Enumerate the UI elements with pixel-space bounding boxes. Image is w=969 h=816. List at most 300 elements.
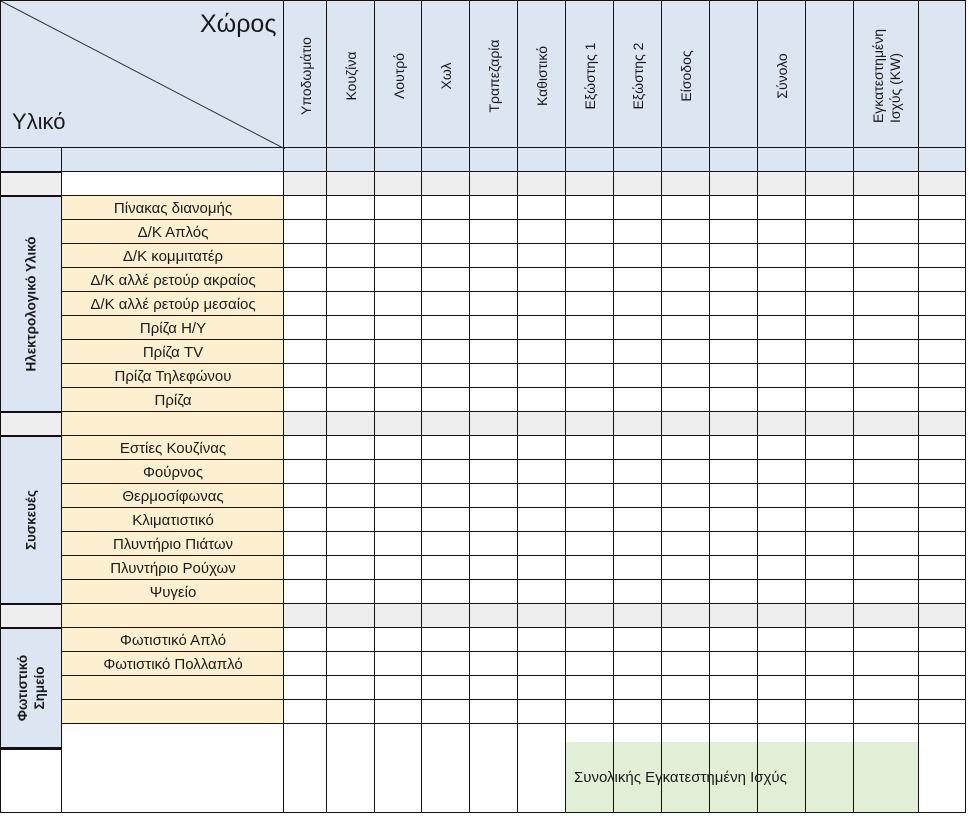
grid-cell xyxy=(327,220,375,244)
grid-cell xyxy=(327,628,375,652)
grid-cell xyxy=(327,292,375,316)
grid-cell xyxy=(919,700,966,724)
grid-cell xyxy=(806,196,854,220)
grid-cell xyxy=(710,244,758,268)
grid-cell xyxy=(470,436,518,460)
grid-cell xyxy=(518,172,566,196)
grid-cell xyxy=(806,220,854,244)
grid-cell xyxy=(422,148,470,172)
grid-cell xyxy=(806,364,854,388)
column-header: Καθιστικό xyxy=(534,45,550,107)
category-cell xyxy=(0,412,62,436)
grid-cell xyxy=(919,676,966,700)
grid-cell xyxy=(375,388,422,412)
grid-cell xyxy=(662,388,710,412)
grid-cell xyxy=(854,244,919,268)
grid-cell xyxy=(518,532,566,556)
grid-cell xyxy=(375,460,422,484)
grid-cell xyxy=(518,364,566,388)
grid-cell xyxy=(375,316,422,340)
grid-cell xyxy=(470,268,518,292)
grid-cell xyxy=(662,316,710,340)
grid-cell xyxy=(470,316,518,340)
grid-cell xyxy=(518,220,566,244)
grid-cell xyxy=(566,340,614,364)
grid-cell xyxy=(854,700,919,724)
grid-cell xyxy=(470,460,518,484)
grid-cell xyxy=(758,172,806,196)
material-item: Πλυντήριο Ρούχων xyxy=(110,560,236,577)
grid-cell xyxy=(422,292,470,316)
material-item: Πλυντήριο Πιάτων xyxy=(112,536,234,553)
grid-cell xyxy=(806,316,854,340)
material-item: Θερμοσίφωνας xyxy=(122,488,224,505)
grid-cell xyxy=(0,148,62,172)
grid-cell xyxy=(566,316,614,340)
grid-cell xyxy=(614,364,662,388)
grid-cell xyxy=(327,580,375,604)
grid-cell xyxy=(422,316,470,340)
space-label: Χώρος xyxy=(200,10,277,38)
grid-cell xyxy=(854,340,919,364)
grid-cell xyxy=(566,532,614,556)
grid-cell xyxy=(919,220,966,244)
grid-cell xyxy=(284,220,327,244)
grid-cell xyxy=(758,436,806,460)
grid-cell xyxy=(470,172,518,196)
grid-cell xyxy=(62,700,284,724)
grid-cell xyxy=(806,484,854,508)
material-item: Φούρνος xyxy=(142,464,204,481)
grid-cell xyxy=(806,604,854,628)
grid-cell xyxy=(614,196,662,220)
grid-cell xyxy=(470,532,518,556)
grid-cell xyxy=(662,652,710,676)
grid-cell xyxy=(327,388,375,412)
grid-cell xyxy=(375,220,422,244)
grid-cell xyxy=(375,412,422,436)
grid-cell xyxy=(422,652,470,676)
grid-cell xyxy=(422,268,470,292)
grid-cell xyxy=(518,604,566,628)
grid-cell xyxy=(518,316,566,340)
grid-cell xyxy=(284,412,327,436)
grid-cell xyxy=(854,508,919,532)
grid-cell xyxy=(710,388,758,412)
grid-cell xyxy=(662,532,710,556)
grid-cell xyxy=(710,484,758,508)
grid-cell xyxy=(470,148,518,172)
grid-cell xyxy=(614,172,662,196)
grid-cell xyxy=(422,412,470,436)
grid-cell xyxy=(422,556,470,580)
grid-cell xyxy=(470,652,518,676)
column-header: Κουζίνα xyxy=(343,51,359,101)
grid-cell xyxy=(327,196,375,220)
grid-cell xyxy=(470,556,518,580)
grid-cell xyxy=(614,556,662,580)
category-label-lighting xyxy=(14,655,48,721)
grid-cell xyxy=(284,292,327,316)
grid-cell xyxy=(62,148,284,172)
grid-cell xyxy=(375,532,422,556)
grid-cell xyxy=(327,340,375,364)
grid-cell xyxy=(566,292,614,316)
grid-cell xyxy=(710,436,758,460)
grid-cell xyxy=(919,364,966,388)
installed-power-line2: Ισχύς (KW) xyxy=(886,52,903,124)
grid-cell xyxy=(854,196,919,220)
grid-cell xyxy=(327,268,375,292)
grid-cell xyxy=(919,148,966,172)
grid-cell xyxy=(710,508,758,532)
grid-cell xyxy=(518,580,566,604)
category-label-electrical: Ηλεκτρολογικό Υλικό xyxy=(23,236,39,372)
grid-cell xyxy=(806,700,854,724)
grid-cell xyxy=(758,220,806,244)
grid-cell xyxy=(854,532,919,556)
grid-cell xyxy=(710,364,758,388)
grid-cell xyxy=(422,508,470,532)
grid-cell xyxy=(566,436,614,460)
grid-cell xyxy=(662,484,710,508)
grid-cell xyxy=(62,742,284,813)
grid-cell xyxy=(375,556,422,580)
material-item: Πρίζα xyxy=(154,392,192,409)
grid-cell xyxy=(919,484,966,508)
grid-cell xyxy=(422,364,470,388)
grid-cell xyxy=(327,604,375,628)
grid-cell xyxy=(327,484,375,508)
grid-cell xyxy=(284,436,327,460)
grid-cell xyxy=(919,0,966,148)
grid-cell xyxy=(375,196,422,220)
grid-cell xyxy=(758,484,806,508)
grid-cell xyxy=(284,556,327,580)
grid-cell xyxy=(518,244,566,268)
grid-cell xyxy=(662,508,710,532)
grid-cell xyxy=(919,460,966,484)
grid-cell xyxy=(662,172,710,196)
grid-cell xyxy=(422,628,470,652)
grid-cell xyxy=(518,484,566,508)
grid-cell xyxy=(375,292,422,316)
grid-cell xyxy=(758,604,806,628)
grid-cell xyxy=(284,742,327,813)
grid-cell xyxy=(614,460,662,484)
grid-cell xyxy=(327,508,375,532)
grid-cell xyxy=(518,508,566,532)
grid-cell xyxy=(710,220,758,244)
column-header: Τραπεζαρία xyxy=(486,39,502,113)
grid-cell xyxy=(806,0,854,148)
grid-cell xyxy=(327,460,375,484)
grid-cell xyxy=(614,652,662,676)
grid-cell xyxy=(422,532,470,556)
grid-cell xyxy=(662,556,710,580)
grid-cell xyxy=(662,604,710,628)
grid-cell xyxy=(518,412,566,436)
grid-cell xyxy=(566,580,614,604)
grid-cell xyxy=(614,412,662,436)
grid-cell xyxy=(614,508,662,532)
grid-cell xyxy=(710,580,758,604)
material-item: Φωτιστικό Πολλαπλό xyxy=(103,656,243,673)
grid-cell xyxy=(422,244,470,268)
grid-cell xyxy=(518,388,566,412)
grid-cell xyxy=(284,364,327,388)
column-header: Εξώστης 2 xyxy=(630,42,646,110)
grid-cell xyxy=(662,340,710,364)
grid-cell xyxy=(284,700,327,724)
grid-cell xyxy=(662,196,710,220)
lighting-label-line1: Φωτιστικό xyxy=(15,654,30,722)
grid-cell xyxy=(518,292,566,316)
grid-cell xyxy=(710,700,758,724)
grid-cell xyxy=(854,412,919,436)
grid-cell xyxy=(375,436,422,460)
grid-cell xyxy=(919,508,966,532)
grid-cell xyxy=(284,532,327,556)
material-item: Ψυγείο xyxy=(149,584,197,601)
grid-cell xyxy=(758,316,806,340)
grid-cell xyxy=(854,436,919,460)
column-header-installed-power xyxy=(870,29,904,123)
grid-cell xyxy=(422,388,470,412)
grid-cell xyxy=(566,484,614,508)
grid-cell xyxy=(284,460,327,484)
grid-cell xyxy=(854,556,919,580)
grid-cell xyxy=(614,388,662,412)
grid-cell xyxy=(422,700,470,724)
material-item: Εστίες Κουζίνας xyxy=(119,440,227,457)
grid-cell xyxy=(518,652,566,676)
grid-cell xyxy=(375,628,422,652)
grid-cell xyxy=(758,340,806,364)
grid-cell xyxy=(470,508,518,532)
grid-cell xyxy=(518,628,566,652)
grid-cell xyxy=(566,268,614,292)
grid-cell xyxy=(614,532,662,556)
grid-cell xyxy=(422,580,470,604)
grid-cell xyxy=(284,172,327,196)
grid-cell xyxy=(614,628,662,652)
grid-cell xyxy=(375,676,422,700)
total-installed-power-label: Συνολικής Εγκατεστημένη Ισχύς xyxy=(574,768,787,786)
grid-cell xyxy=(327,436,375,460)
grid-cell xyxy=(806,388,854,412)
grid-cell xyxy=(806,148,854,172)
grid-cell xyxy=(375,340,422,364)
material-item: Πρίζα TV xyxy=(142,344,204,361)
grid-cell xyxy=(662,628,710,652)
grid-cell xyxy=(0,742,62,813)
grid-cell xyxy=(662,436,710,460)
grid-cell xyxy=(854,580,919,604)
grid-cell xyxy=(710,676,758,700)
grid-cell xyxy=(327,676,375,700)
grid-cell xyxy=(284,268,327,292)
grid-cell xyxy=(375,700,422,724)
grid-cell xyxy=(284,508,327,532)
grid-cell xyxy=(662,364,710,388)
grid-cell xyxy=(854,484,919,508)
grid-cell xyxy=(806,676,854,700)
grid-cell xyxy=(327,532,375,556)
grid-cell xyxy=(327,742,375,813)
grid-cell xyxy=(375,148,422,172)
grid-cell xyxy=(710,340,758,364)
material-item: Δ/Κ αλλέ ρετούρ μεσαίος xyxy=(90,296,256,313)
grid-cell xyxy=(662,676,710,700)
grid-cell xyxy=(375,580,422,604)
grid-cell xyxy=(566,220,614,244)
grid-cell xyxy=(758,652,806,676)
grid-cell xyxy=(854,742,919,813)
grid-cell xyxy=(919,604,966,628)
grid-cell xyxy=(854,604,919,628)
grid-cell xyxy=(470,364,518,388)
grid-cell xyxy=(919,244,966,268)
grid-cell xyxy=(614,244,662,268)
column-header: Εξώστης 1 xyxy=(582,42,598,110)
grid-cell xyxy=(470,220,518,244)
grid-cell xyxy=(327,148,375,172)
material-item: Κλιματιστικό xyxy=(132,512,214,529)
grid-cell xyxy=(327,172,375,196)
grid-cell xyxy=(919,196,966,220)
grid-cell xyxy=(470,628,518,652)
grid-cell xyxy=(806,412,854,436)
grid-cell xyxy=(284,580,327,604)
grid-cell xyxy=(284,652,327,676)
grid-cell xyxy=(422,604,470,628)
grid-cell xyxy=(614,604,662,628)
grid-cell xyxy=(758,556,806,580)
category-cell xyxy=(0,748,62,750)
grid-cell xyxy=(919,532,966,556)
grid-cell xyxy=(662,268,710,292)
grid-cell xyxy=(614,676,662,700)
grid-cell xyxy=(566,628,614,652)
grid-cell xyxy=(327,700,375,724)
grid-cell xyxy=(470,484,518,508)
grid-cell xyxy=(284,196,327,220)
grid-cell xyxy=(758,412,806,436)
grid-cell xyxy=(710,268,758,292)
grid-cell xyxy=(710,628,758,652)
grid-cell xyxy=(422,676,470,700)
grid-cell xyxy=(566,364,614,388)
material-item: Δ/Κ κομμιτατέρ xyxy=(122,248,224,265)
grid-cell xyxy=(470,196,518,220)
grid-cell xyxy=(806,742,854,813)
grid-cell xyxy=(806,580,854,604)
grid-cell xyxy=(806,460,854,484)
grid-cell xyxy=(854,316,919,340)
grid-cell xyxy=(566,652,614,676)
grid-cell xyxy=(854,460,919,484)
grid-cell xyxy=(470,412,518,436)
material-item: Πίνακας διανομής xyxy=(113,200,233,217)
grid-cell xyxy=(614,148,662,172)
grid-cell xyxy=(422,436,470,460)
material-item: Πρίζα Τηλεφώνου xyxy=(114,368,232,385)
grid-cell xyxy=(919,652,966,676)
grid-cell xyxy=(662,700,710,724)
grid-cell xyxy=(566,700,614,724)
grid-cell xyxy=(806,436,854,460)
grid-cell xyxy=(662,148,710,172)
grid-cell xyxy=(470,676,518,700)
material-label: Υλικό xyxy=(12,109,66,134)
grid-cell xyxy=(919,436,966,460)
grid-cell xyxy=(327,244,375,268)
grid-cell xyxy=(662,412,710,436)
grid-cell xyxy=(422,340,470,364)
grid-cell xyxy=(614,220,662,244)
grid-cell xyxy=(710,172,758,196)
grid-cell xyxy=(758,268,806,292)
grid-cell xyxy=(806,508,854,532)
grid-cell xyxy=(470,244,518,268)
grid-cell xyxy=(566,388,614,412)
grid-cell xyxy=(375,364,422,388)
material-item: Φωτιστικό Απλό xyxy=(119,632,227,649)
grid-cell xyxy=(62,604,284,628)
grid-cell xyxy=(919,556,966,580)
grid-cell xyxy=(284,676,327,700)
grid-cell xyxy=(62,676,284,700)
grid-cell xyxy=(422,172,470,196)
material-item: Δ/Κ Απλός xyxy=(137,224,209,241)
grid-cell xyxy=(806,244,854,268)
column-header: Υποδωμάτιο xyxy=(297,37,314,115)
installed-power-line1: Εγκατεστημένη xyxy=(869,28,886,124)
grid-cell xyxy=(566,172,614,196)
grid-cell xyxy=(518,436,566,460)
grid-cell xyxy=(710,604,758,628)
grid-cell xyxy=(710,652,758,676)
grid-cell xyxy=(284,316,327,340)
grid-cell xyxy=(566,460,614,484)
grid-cell xyxy=(758,244,806,268)
grid-cell xyxy=(854,220,919,244)
grid-cell xyxy=(806,628,854,652)
grid-cell xyxy=(566,556,614,580)
grid-cell xyxy=(919,172,966,196)
grid-cell xyxy=(518,742,566,813)
grid-cell xyxy=(919,292,966,316)
grid-cell xyxy=(758,292,806,316)
grid-cell xyxy=(327,316,375,340)
grid-cell xyxy=(422,196,470,220)
grid-cell xyxy=(470,340,518,364)
grid-cell xyxy=(854,148,919,172)
grid-cell xyxy=(470,742,518,813)
material-item: Δ/Κ αλλέ ρετούρ ακραίος xyxy=(90,272,256,289)
grid-cell xyxy=(422,460,470,484)
grid-cell xyxy=(854,388,919,412)
grid-cell xyxy=(919,742,966,813)
grid-cell xyxy=(758,196,806,220)
grid-cell xyxy=(284,244,327,268)
grid-cell xyxy=(375,742,422,813)
grid-cell xyxy=(284,628,327,652)
grid-cell xyxy=(710,556,758,580)
grid-cell xyxy=(470,388,518,412)
grid-cell xyxy=(614,700,662,724)
